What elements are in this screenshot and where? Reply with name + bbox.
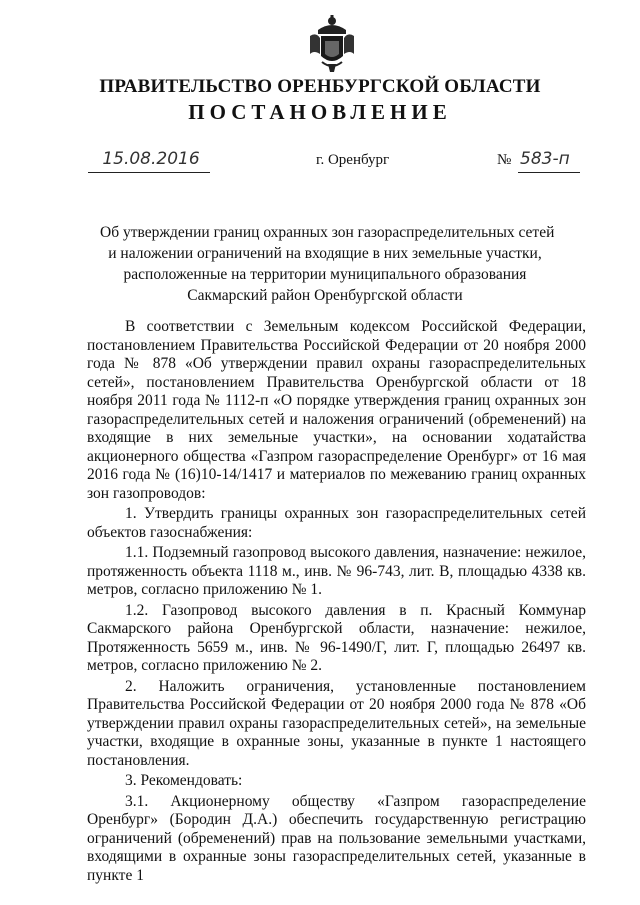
subject-line: и наложении ограничений на входящие в них земельные участки, [108,245,542,262]
subject-line: Об утверждении границ охранных зон газораспределительных сетей [100,224,555,241]
clause-1: 1. Утвердить границы охранных зон газораспределительных сетей объектов газоснабжения: [87,505,586,541]
date-underline [88,172,210,173]
document-number: 583-п [520,149,570,169]
subject-line: Сакмарский район Оренбургской области [187,287,463,304]
document-meta-row [0,149,640,176]
clause-1-1: 1.1. Подземный газопровод высокого давления, назначение: нежилое, протяженность объекта 1118 м., инв. № 96-743, лит. В, площадью 4338 кв. метров, согласно приложению № 1. [87,544,586,598]
clause-2: 2. Наложить ограничения, установленные постановлением Правительства Российской Федерации от 20 ноября 2000 года № 878 «Об утверждении правил охраны газораспределительных сетей», на земельные участки, входящие в охранные зоны, указанные в пункте 1 настоящего постановления. [87,677,586,769]
government-name: ПРАВИТЕЛЬСТВО ОРЕНБУРГСКОЙ ОБЛАСТИ [99,76,541,97]
preamble-paragraph: В соответствии с Земельным кодексом Российской Федерации, постановлением Правительства Российской Федерации от 20 ноября 2000 года № 878 «Об утверждении правил охраны газораспределительных сетей», постановлением Правительства Оренбургской области от 18 ноября 2011 года № 1112-п «О порядке утверждения границ охранных зон газораспределительных сетей и наложения ограничений (обременений) на входящие в них земельные участки», на основании ходатайства акционерного общества «Газпром газораспределение Оренбург» от 16 мая 2016 года № (16)10-14/1417 и материалов по межеванию границ охранных зон газопроводов: [87,318,586,502]
number-underline [518,172,580,173]
document-city: г. Оренбург [316,152,390,168]
coat-of-arms-emblem [308,14,356,74]
clause-3: 3. Рекомендовать: [125,772,243,789]
clause-1-2: 1.2. Газопровод высокого давления в п. Красный Коммунар Сакмарского района Оренбургской области, назначение: нежилое, Протяженность 5659 м., инв. № 96-1490/Г, лит. Г, площадью 26497 кв. метров, согласно приложению № 2. [87,601,586,674]
clause-3-1: 3.1. Акционерному обществу «Газпром газораспределение Оренбург» (Бородин Д.А.) обеспечить государственную регистрацию ограничений (обременений) прав на пользование земельными участками, входящими в охранные зоны газораспределительных сетей, указанные в пункте 1 [87,792,586,884]
subject-line: расположенные на территории муниципального образования [123,266,527,283]
number-label: № [497,152,512,168]
document-type: ПОСТАНОВЛЕНИЕ [188,100,452,124]
document-date: 15.08.2016 [102,149,200,169]
document-body [87,318,586,887]
document-subject [100,222,555,306]
